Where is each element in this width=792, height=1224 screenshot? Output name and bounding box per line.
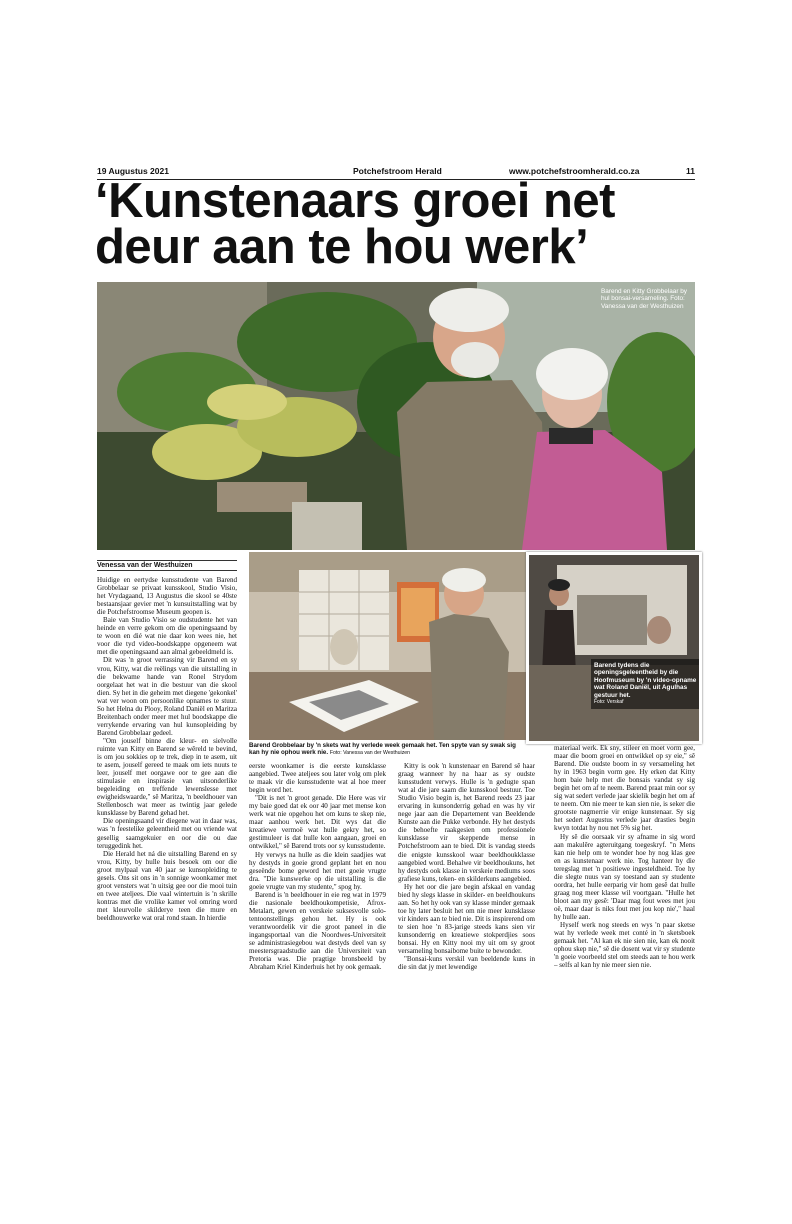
paragraph: Hy verwys na hulle as die klein saadjies wat hy destyds in goeie grond geplant het en nou geseënde bome geword het met goeie vrugte dra. "Die kunswerke op die uitstalling is die goeie vrugte van my studente," spog hy. bbox=[249, 850, 386, 891]
main-photo bbox=[97, 282, 695, 550]
studio-caption-credit: Foto: Vanessa van der Westhuizen bbox=[329, 750, 411, 757]
paragraph: materiaal werk. Ek sny, stileer en moet vorm gee, maar die boom groei en ontwikkel op sy eie," sê Barend. Die oudste boom in sy versameling het hy in 1963 begin vorm gee. Hy erken dat Kitty hom baie help met die bonsais vandat sy sig begin het om af te neem. Barend praat min oor sy sig wat sedert verlede jaar skielik begin het om af te neem. Om nie meer te kan sien nie, is seker die grootste nagmerrie vir enige kunstenaar. Sy sig het sedert Augustus verlede jaar drasties begin kwyn totdat hy nou net 5% sig het. bbox=[554, 744, 695, 833]
paragraph: Baie van Studio Visio se oudstudente het van heinde en verre gekom om die openingsaand by te woon en dié wat nie daar kon wees nie, het voor die tyd video-boodskappe opgeneem wat met die openingsaand aan almal gebeeldmeld is. bbox=[97, 616, 237, 657]
paragraph: Hy het oor die jare begin afskaal en vandag bied hy slegs klasse in skilder- en beeldhoukuns aan. So het hy ook van sy klasse minder gemaak toe hy later besluit het om nie meer kunsklasse vir kinders aan te bied nie. Dit is inspirerend om te sien hoe 'n 83-jarige steeds kans sien vir kunsonderrig en kreatiewe stokperdjies soos bonsai. Hy en Kitty nooi my uit om sy groot versameling bonsaibome buite te bewonder. bbox=[398, 882, 535, 956]
museum-caption-box bbox=[591, 659, 702, 709]
museum-caption-text: Barend tydens die openingsgeleentheid by die Hoofmuseum by 'n video-opname wat Roland Daniël, uit Agulhas gestuur het. bbox=[594, 662, 697, 699]
studio-photo-caption bbox=[249, 742, 527, 757]
issue-date: 19 Augustus 2021 bbox=[97, 166, 169, 176]
paragraph: eerste woonkamer is die eerste kunsklasse aangebied. Twee ateljees sou later volg om plek te maak vir die kunsstudente wat al hoe meer begin word het. bbox=[249, 762, 386, 795]
paragraph: Die Herald het ná die uitstalling Barend en sy vrou, Kitty, by hulle huis besoek om oor die groot mylpaal van 40 jaar se kunsopleiding te gesels. Ons sit ons in 'n sonnige woonkamer met groot vensters wat 'n uitsig gee oor die mooi tuin en twee ateljees. Die vaal wintertuin is 'n skrille kontras met die vrolike kamer vol omring word met kleurvolle skilderye teen die mure en beeldhouwerke wat oral rond staan. In hierdie bbox=[97, 849, 237, 922]
newspaper-name: Potchefstroom Herald bbox=[353, 166, 442, 176]
studio-caption-text: Barend Grobbelaar by 'n skets wat hy verlede week gemaak het. Ten spyte van sy swak sig kan hy nie ophou werk nie. bbox=[249, 742, 516, 757]
article-column-4 bbox=[554, 744, 695, 1162]
paragraph: Die openingsaand vir diegene wat in daar was, was 'n feestelike geleentheid met ou vriende wat gesellig saamgekuier en oor die ou dae teruggedink het. bbox=[97, 817, 237, 850]
paragraph: Kitty is ook 'n kunstenaar en Barend sê haar graag wanneer hy na haar as sy oudste kunsstudent verwys. Hulle is 'n gedugte span wat al die jare saam die kunsskool bestuur. Toe Studio Visio begin is, het Barend reeds 23 jaar ervaring in kunsonderrig gehad en was hy vir nege jaar aan die Departement van Beeldende Kunste aan die Pukke verbonde. Hy het destyds die behoefte raakgesien om professionele kunsklasse vir skeppende mense in Potchefstroom aan te bied. Dit is vandag steeds die enigste kunsskool waar beeldhoukklasse aangebied word. Behalwe vir beeldhoukuns, het hy destyds ook klasse in verskeie mediums soos grafiese kuns, teken- en skilderkuns aangebied. bbox=[398, 762, 535, 883]
studio-sketch-image bbox=[249, 552, 527, 740]
paragraph: Hy sê die oorsaak vir sy afname in sig word aan makulêre agteruitgang toegeskryf. "n Mens kan nie help om te wonder hoe hy nog klas gee en as kunstenaar werk nie. Tog hanteer hy die teregslag met 'n positiewe ingesteldheid. Toe hy die slegte nuus van sy toestand aan sy studente oordra, het hulle eerparig vir hom gesê dat hulle graag nog meer klasse wil voortgaan. "Hulle het bloot aan my gesê: 'Daar mag fout wees met jou oë, maar daar is niks fout met jou kop nie'," haal hy hulle aan. bbox=[554, 832, 695, 921]
museum-video-image bbox=[529, 555, 699, 741]
headline bbox=[95, 174, 705, 274]
museum-caption-credit: Foto: Verskaf bbox=[594, 699, 624, 706]
article-column-1 bbox=[97, 576, 237, 1162]
article-column-3 bbox=[398, 762, 535, 1162]
paragraph: "Dit is net 'n groot genade. Die Here was vir my baie goed dat ek oor 40 jaar met mense kon werk wat nie opgehou het om kuns te skep nie, maar aanhou werk het. Dit wys dat die kreatiewe vermoë wat hulle gekry het, so gestimuleer is dat hulle kon aangaan, groei en ontwikkel," sê Barend trots oor sy kunsstudente. bbox=[249, 794, 386, 851]
page-number: 11 bbox=[686, 166, 695, 176]
paragraph: "Bonsai-kuns verskil van beeldende kuns in die sin dat jy met lewendige bbox=[398, 955, 535, 972]
museum-photo bbox=[526, 552, 702, 744]
studio-photo bbox=[249, 552, 527, 740]
newspaper-url: www.potchefstroomherald.co.za bbox=[509, 166, 640, 176]
byline: Venessa van der Westhuizen bbox=[97, 560, 237, 571]
paragraph: Dit was 'n groot verrassing vir Barend en sy vrou, Kitty, wat die reëlings van die uitstalling in die bekwame hande van Ronel Strydom oorgelaat het wat in die bestuur van die skool dien. Sy het in die geheim met diegene 'gekonkel' wat ver woon om persoonlike opnames te stuur. So het Helna du Plooy, Roland Daniël en Maritza Breitenbach onder meer met hul boodskappe die verrykende ervaring van hul kunsopleiding by Barend Grobbelaar gedeel. bbox=[97, 656, 237, 737]
paragraph: Huidige en eertydse kunsstudente van Barend Grobbelaar se privaat kunsskool, Studio Visio, het Vrydagaand, 13 Augustus die skool se 40ste bestaansjaar gevier met 'n kunsuitstalling wat by die Potchefstroomse Museum geopen is. bbox=[97, 576, 237, 617]
paragraph: Barend is 'n beeldhouer in eie reg wat in 1979 die nasionale beeldhoukompetisie, Afrox-Metalart, gewen en verskeie suksesvolle solo-tentoonstellings gehou het. Hy is ook verantwoordelik vir die groot paneel in die ingangsportaal van die Noordwes-Universiteit se administrasiegebou wat destyds deel van sy meestersgraadstudie aan die Universiteit van Pretoria was. Die pragtige bronsbeeld by Abraham Kriel Kinderhuis het hy ook gemaak. bbox=[249, 890, 386, 972]
garden-couple-image bbox=[97, 282, 695, 550]
headline-line-1: ‘Kunstenaars groei net bbox=[95, 174, 615, 228]
article-column-2 bbox=[249, 762, 386, 1162]
main-photo-caption: Barend en Kitty Grobbelaar by hul bonsai-versameling. Foto: Vanessa van der Westhuizen bbox=[601, 288, 687, 310]
headline-line-2: deur aan te hou werk’ bbox=[95, 220, 589, 274]
paragraph: Hyself werk nog steeds en wys 'n paar sketse wat hy verlede week met conté in 'n sketsboek gemaak het. "Al kan ek nie sien nie, kan ek nooit ophou skep nie," sê die dosent wat vir sy studente 'n goeie voorbeeld stel om steeds aan te hou werk – selfs al kan hy nie meer sien nie. bbox=[554, 921, 695, 970]
paragraph: "Om jouself binne die kleur- en sielvolle ruimte van Kitty en Barend se wêreld te bevind, is om jou sokkies op te trek, diep in te asem, uit te asem, jouself gereed te maak om iets nuuts te leer, jouself met oorgawe oor te gee aan die stimulasie en inspirasie van uitsonderlike begeleiding en treffende lewenslesse met ewigheidswaarde," sê Maritza, 'n beeldhouer van Stellenbosch wat meer as twintig jaar gelede kunsklasse by Barend gehad het. bbox=[97, 736, 237, 818]
